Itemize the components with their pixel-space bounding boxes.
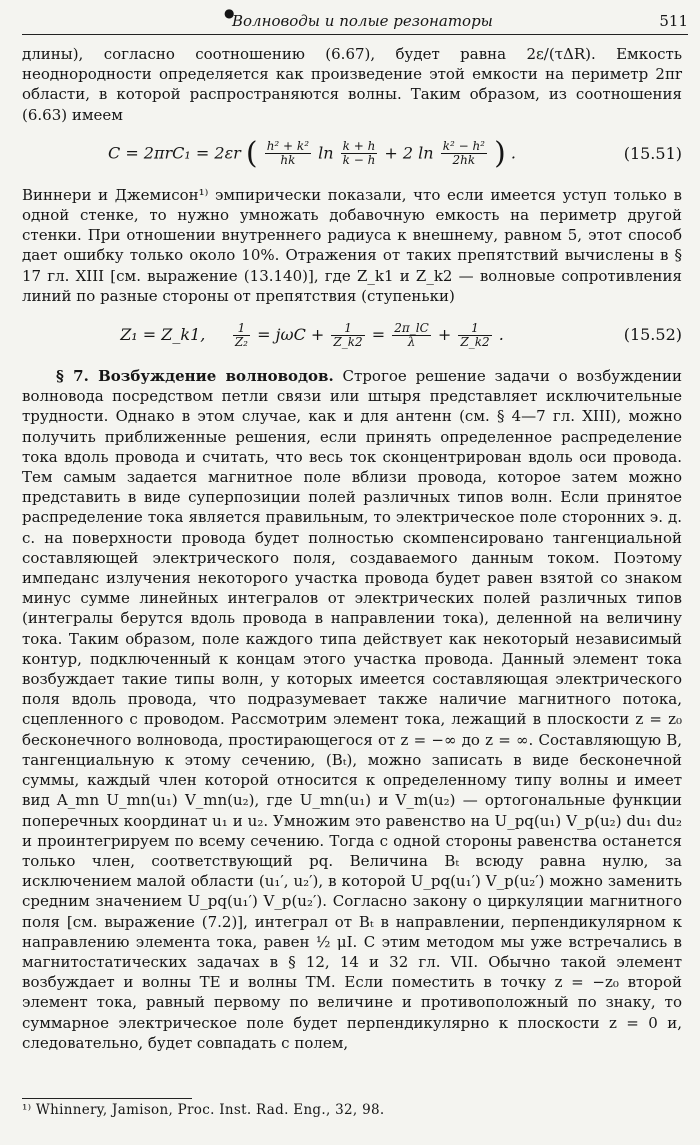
main-text bbox=[22, 44, 682, 1053]
page-header bbox=[22, 6, 688, 35]
fraction: $\frac{1}{\text{Z₂}}$ bbox=[234, 320, 248, 349]
paragraph-3 bbox=[22, 366, 682, 1053]
fraction: $\frac{\text{k² − h²}}{2hk}$ bbox=[442, 139, 485, 168]
ink-mark-icon: ● bbox=[224, 6, 235, 20]
fraction: $\frac{1}{Z\_k2}$ bbox=[460, 320, 490, 349]
equation-15-51 bbox=[22, 131, 682, 177]
fraction: $\frac{\text{h² + k²}}{hk}$ bbox=[266, 139, 310, 168]
fraction: $\frac{2\pi\_lC}{\lambda}$ bbox=[394, 320, 429, 349]
fraction: $\frac{k + h}{k - h}$ bbox=[342, 139, 376, 168]
equation-number: (15.51) bbox=[623, 143, 682, 163]
footnote-rule bbox=[22, 1098, 192, 1099]
equation-15-52 bbox=[22, 312, 682, 358]
footnote: ¹⁾ Whinnery, Jamison, Proc. Inst. Rad. Eng., 32, 98. bbox=[22, 1102, 385, 1118]
section-title: § 7. Возбуждение волноводов. bbox=[56, 367, 334, 386]
equation-formula: Z₁ = Z_k1, $\frac{1}{\text{Z₂}}$ = jωC + $\frac{1}{Z\_k2}$ = $\frac{2\pi\_lC}{\lambda}$ + $\frac{1}{Z\_k2}$ . bbox=[120, 320, 504, 349]
page-number: 511 bbox=[659, 12, 688, 30]
paragraph-1: длины), согласно соотношению (6.67), будет равна 2ε/(τΔR). Емкость неоднородности определяется как произведение этой емкости на периметр 2πr области, в которой распространяются волны. Таким образом, из соотношения (6.63) имеем bbox=[22, 45, 682, 124]
fraction: $\frac{1}{Z\_k2}$ bbox=[333, 320, 363, 349]
paragraph-2: Виннери и Джемисон¹⁾ эмпирически показали, что если имеется уступ только в одной стенке, то нужно умножать добавочную емкость на периметр другой стенки. При отношении внутреннего радиуса к внешнему, равном 5, этот способ дает ошибку только около 10%. Отражения от таких препятствий вычислены в § 17 гл. XIII [см. выражение (13.140)], где Z_k1 и Z_k2 — волновые сопротивления линий по разные стороны от препятствия (ступеньки) bbox=[22, 185, 682, 305]
equation-formula: C = 2πrC₁ = 2εr ( $\frac{\text{h² + k²}}{hk}$ ln $\frac{k + h}{k - h}$ + 2 ln $\frac{\text{k² − h²}}{2hk}$ ) . bbox=[107, 135, 516, 171]
running-title: Волноводы и полые резонаторы bbox=[232, 12, 493, 30]
section-text: Строгое решение задачи о возбуждении волновода посредством петли связи или штыря представляет исключительные трудности. Однако в этом случае, как и для антенн (см. § 4—7 гл. XIII), можно получить приближенные решения, если принять определенное распределение тока вдоль провода и считать, что весь ток сконцентрирован вдоль оси провода. Тем самым задается магнитное поле вблизи провода, которое затем можно представить в виде суперпозиции полей различных типов волн. Если принятое распределение тока является правильным, то электрическое поле сторонних э. д. с. на поверхности провода будет полностью скомпенсировано тангенциальной составляющей электрического поля, создаваемого данным током. Поэтому импеданс излучения некоторого участка провода будет равен взятой со знаком минус сумме линейных интегралов от электрических полей различных типов (интегралы берутся вдоль провода в направлении тока), деленной на величину тока. Таким образом, поле каждого типа действует как некоторый независимый контур, подключенный к концам этого участка провода. Данный элемент тока возбуждает такие типы волн, у которых имеется составляющая электрического поля вдоль провода, что подразумевает также наличие магнитного потока, сцепленного с проводом. Рассмотрим элемент тока, лежащий в плоскости z = z₀ бесконечного волновода, простирающегося от z = −∞ до z = ∞. Составляющую B, тангенциальную к этому сечению, (Bₜ), можно записать в виде бесконечной суммы, каждый член которой относится к определенному типу волны и имеет вид A_mn U_mn(u₁) V_mn(u₂), где U_mn(u₁) и V_m(u₂) — ортогональные функции поперечных координат u₁ и u₂. Умножим это равенство на U_pq(u₁) V_p(u₂) du₁ du₂ и проинтегрируем по всему сечению. Тогда с одной стороны равенства останется только член, соответствующий pq. Величина Bₜ всюду равна нулю, за исключением малой области (u₁′, u₂′), в которой U_pq(u₁′) V_p(u₂′) можно заменить средним значением U_pq(u₁′) V_p(u₂′). Согласно закону о циркуляции магнитного поля [см. выражение (7.2)], интеграл от Bₜ в направлении, перпендикулярном к направлению элемента тока, равен ½ μI. С этим методом мы уже встречались в магнитостатических задачах в § 12, 14 и 32 гл. VII. Обычно такой элемент возбуждает и волны TE и волны TM. Если поместить в точку z = −z₀ второй элемент тока, равный первому по величине и противоположный по знаку, то суммарное электрическое поле будет перпендикулярно к плоскости z = 0 и, следовательно, будет совпадать с полем, bbox=[22, 367, 682, 1052]
equation-number: (15.52) bbox=[623, 324, 682, 344]
